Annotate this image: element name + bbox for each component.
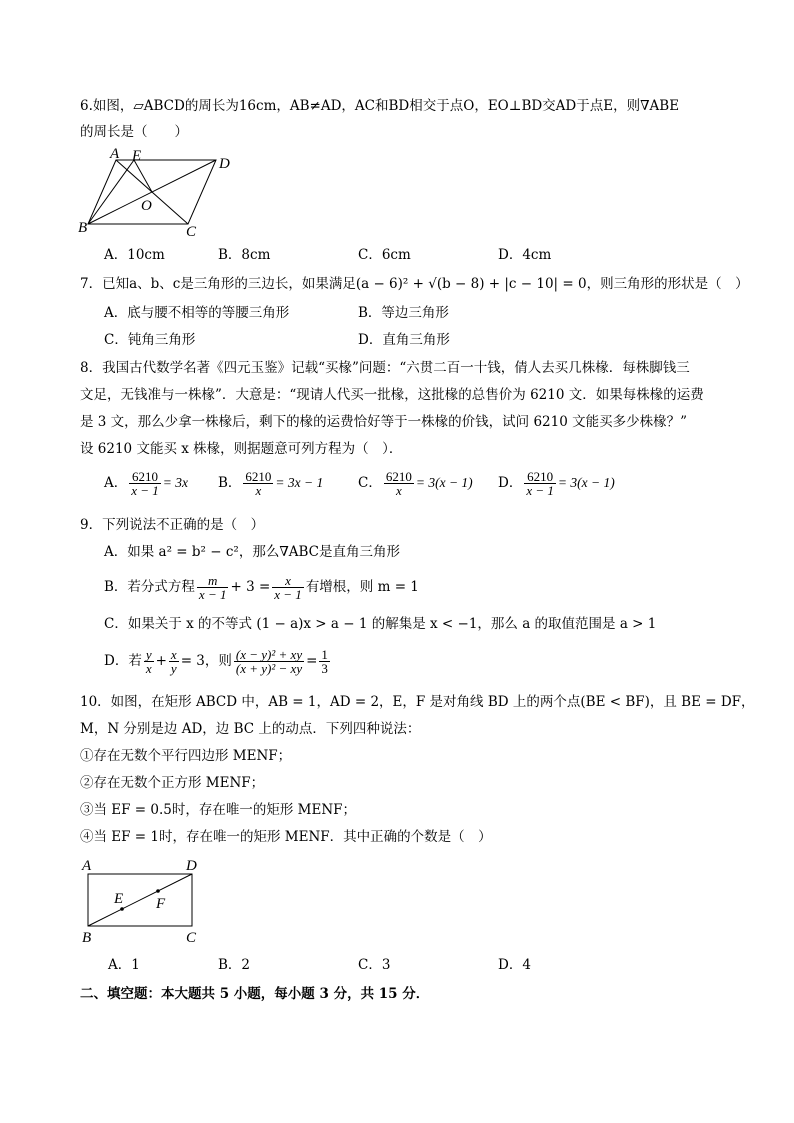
q10-label-f: F [156,896,166,912]
q9-option-d: D．若 $\frac{y}{x}$ + $\frac{x}{y}$ = 3，则 $\frac{\text{(x − y)² + xy}}{\text{(x + y)² − xy}}$ = $\frac{1}{3}$ [104,647,328,676]
q6-option-b: B．8cm [218,247,271,263]
q8-line3: 是 3 文，那么少拿一株椽后，剩下的椽的运费恰好等于一株椽的价钱，试问 6210 文能买多少株椽？” [80,414,688,430]
q6-label-d: D [219,156,230,172]
q8-option-c-fraction: $\frac{6210}{x}$ [385,469,412,498]
q6-label-a: A [110,146,120,162]
q8-option-d [498,470,615,497]
q9-option-c: C．如果关于 x 的不等式 (1 − a)x > a − 1 的解集是 x < −1，那么 a 的取值范围是 a > 1 [104,616,657,632]
q6-label-o: O [141,198,152,214]
q8-option-c [358,470,473,497]
q10-option-a: A．1 [108,957,140,973]
q9-title: 9．下列说法不正确的是（ ） [80,517,265,533]
q10-statement-3: ③当 EF = 0.5时，存在唯一的矩形 MENF； [80,802,357,818]
q10-label-c: C [186,930,197,946]
q7-option-d: D．直角三角形 [358,332,450,348]
q8-option-c-label: C． [358,475,382,491]
q8-option-b-fraction: $\frac{6210}{x}$ [245,469,272,498]
q8-option-a-rhs: = 3x [162,475,189,490]
q8-option-d-label: D． [498,475,523,491]
q8-option-a [104,470,188,497]
q8-option-b-label: B． [218,475,242,491]
q6-line1: 6.如图，▱ABCD的周长为16cm，AB≠AD，AC和BD相交于点O，EO⊥BD交AD于点E，则∇ABE [80,98,680,114]
q6-label-c: C [186,224,197,238]
q8-option-d-fraction: $\frac{6210}{x - 1}$ [526,469,554,498]
section-2-heading: 二、填空题：本大题共 5 小题，每小题 3 分，共 15 分． [80,986,430,1002]
q10-label-e: E [114,891,124,907]
q10-statement-4: ④当 EF = 1时，存在唯一的矩形 MENF．其中正确的个数是（ ） [80,829,492,845]
q10-line2: M，N 分别是边 AD，边 BC 上的动点．下列四种说法： [80,721,421,737]
q10-label-b: B [82,930,92,946]
q6-label-e: E [132,148,142,164]
q6-parallelogram-figure [76,146,236,238]
q10-line1: 10．如图，在矩形 ABCD 中，AB = 1，AD = 2，E，F 是对角线 BD 上的两个点(BE < BF)，且 BE = DF， [80,694,755,710]
q10-option-b: B．2 [218,957,251,973]
q10-label-a: A [82,858,92,874]
q9-option-b: B．若分式方程 $\frac{m}{x - 1}$ + 3 = $\frac{x}{x - 1}$ 有增根，则 m = 1 [104,573,419,602]
q10-statement-1: ①存在无数个平行四边形 MENF； [80,748,292,764]
q8-option-b-rhs: = 3x − 1 [275,475,324,490]
q10-label-d: D [186,858,197,874]
q7-text: 7．已知a、b、c是三角形的三边长，如果满足(a − 6)² + √(b − 8) + |c − 10| = 0，则三角形的形状是（ ） [80,276,749,292]
q10-option-d: D．4 [498,957,531,973]
q8-option-c-rhs: = 3(x − 1) [415,475,473,490]
q7-option-c: C．钝角三角形 [104,332,196,348]
q7-option-a: A．底与腰不相等的等腰三角形 [104,305,290,321]
q8-option-a-label: A． [104,475,128,491]
q9-option-a: A．如果 a² = b² − c²，那么∇ABC是直角三角形 [104,544,400,560]
q8-option-d-rhs: = 3(x − 1) [557,475,615,490]
q10-statement-2: ②存在无数个正方形 MENF； [80,775,265,791]
q6-option-c: C．6cm [358,247,411,263]
q8-option-b [218,470,323,497]
q6-label-b: B [78,220,88,236]
q7-option-b: B．等边三角形 [358,305,449,321]
q10-rectangle-figure [76,854,216,946]
q10-option-c: C．3 [358,957,391,973]
q8-line4: 设 6210 文能买 x 株椽，则据题意可列方程为（ ）． [80,441,403,457]
q8-line2: 文足，无钱准与一株椽”．大意是：“现请人代买一批椽，这批椽的总售价为 6210 文．如果每株椽的运费 [80,387,704,403]
q6-option-a: A．10cm [104,247,165,263]
q6-line2: 的周长是（ ） [80,124,188,140]
q6-option-d: D．4cm [498,247,552,263]
q8-line1: 8．我国古代数学名著《四元玉鉴》记载“买椽”问题：“六贯二百一十钱，倩人去买几株椽．每株脚钱三 [80,360,690,376]
q8-option-a-fraction: $\frac{6210}{x - 1}$ [131,469,159,498]
